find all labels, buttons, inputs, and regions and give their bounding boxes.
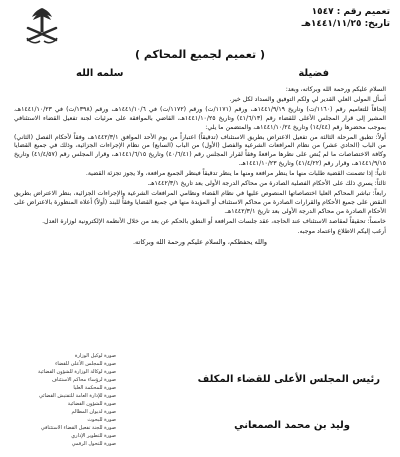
copy-recipient: صورة لديوان المظالم	[71, 409, 116, 415]
copy-recipient: صورة للتطوير الإداري	[71, 433, 116, 439]
letter-body	[14, 86, 386, 247]
circular-number: تعميم رقم : ١٥٤٧	[311, 7, 390, 17]
copy-recipient: صورة للإدارة العامة للتفتيش القضائي	[38, 393, 116, 399]
paragraph-third: ثالثاً: يسري ذلك على الأحكام الفصلية الصادرة من محاكم الدرجة الأولى بعد تاريخ ١٤٤٢/٣/١هـ.	[147, 180, 386, 188]
copy-recipient: صورة لرؤساء محاكم الاستئناف	[51, 377, 116, 383]
copy-recipient: صورة لوكيل الوزارة	[74, 353, 116, 359]
paragraph-second: ثانياً: إذا تضمنت القضية طلبات منها ما ينظر مرافعة ومنها ما ينظر تدقيقاً فينظر الجميع مرافعة، ولا يجوز تجزئة القضية.	[85, 170, 386, 178]
paragraph-greeting: السلام عليكم ورحمة الله وبركاته، وبعد:	[285, 86, 386, 93]
palm-swords-emblem-icon	[20, 4, 64, 48]
paragraph-reference: إلحاقاً للتعاميم رقم (١١٦٠/ت) وتاريخ ١٤٤١/٩/١٩هـ، ورقم (١١٧١/ت) ورقم (١١٧٢/ت) في ١٤٤١/١٠/٦هـ، ورقم (١٣٩٨/ت) في ١٤٤١/١٠/٢٣هـ، المشير إلى قرار المجلس الأعلى للقضاء رقم (٤١/٦/١٣) وتاريخ ١٤٤١/١٠/٢٥هـ، القاضي بالموافقة على مرئيات لجنة تفعيل القضاء الاستئنافي بموجب محضرها رقم (١٤/٤٤) وتاريخ ١٤٤١/١٠/٢٤هـ، والمتضمن ما يلي:	[14, 105, 387, 131]
salutation-line	[16, 68, 384, 82]
reference-block	[280, 6, 390, 30]
paragraph-first: أولاً: تطبق المرحلة الثالثة من تفعيل الاعتراض بطريق الاستئناف (تدقيقاً) اعتباراً من يوم الأحد الموافق ١٤٤٢/٣/١هـ، وفقاً لأحكام الفصل (الثاني) من الباب (الحادي عشر) من نظام المرافعات الشرعية والفصل (الأول) من الباب (السابع) من نظام الإجراءات الجزائية، وذلك في جميع القضايا وكافة الاختصاصات ما لم يُنص على نظرها مرافعةً وفقاً لقرار المجلس رقم (٤٠/٦/٤١) وتاريخ ١٤٤١/٦/١٥هـ، وقرار المجلس رقم (٤١/٤/٥٧) وتاريخ ١٤٤١/٩/١٥هـ، وقرار رقم (٤١/٤/٢٢) وتاريخ ١٤٤١/١٠/٢٣هـ.	[14, 133, 386, 168]
paragraph-request: أرغب إليكم الاطلاع واعتماد موجبه.	[297, 227, 386, 235]
copies-list	[8, 352, 116, 448]
paragraph-fourth: رابعاً: تباشر المحاكم العليا اختصاصاتها المنصوص عليها في نظام القضاء ونظامي المرافعات الشرعية والإجراءات الجزائية، بنظر الاعتراض بطريق النقض على جميع الأحكام والقرارات الصادرة من محاكم الاستئناف أو المؤيدة منها في جميع القضايا وفقاً للبند (أولاً) أعلاه المنظورة بالاعتراض على الأحكام الصادرة من محاكم الدرجة الأولى بعد تاريخ ١٤٤٢/٣/١هـ.	[14, 189, 386, 215]
copy-recipient: صورة للبحوث	[87, 417, 116, 423]
copy-recipient: صورة للشؤون القضائية	[67, 401, 116, 407]
circular-date: تاريخ: ١٤٤١/١١/٢٥هـ	[301, 19, 390, 29]
signatory-title: رئيس المجلس الأعلى للقضاء المكلف	[197, 374, 380, 385]
copy-recipient: صورة للتحول الرقمي	[71, 441, 116, 447]
copy-recipient: صورة للمحكمة العليا	[73, 385, 116, 391]
document-title: ( تعميم لجميع المحاكم )	[135, 48, 265, 61]
salutation-honorific: فضيلة	[298, 68, 329, 79]
closing-salutation: والله يحفظكم، والسلام عليكم ورحمة الله وبركاته.	[132, 237, 268, 246]
salutation-blessing: سلمه الله	[76, 68, 124, 79]
paragraph-fifth: خامساً: تحقيقاً لمقاصد الاستئناف عند الحاجة، عقد جلسات المرافعة أو النطق بالحكم عن بعد من خلال الأنظمة الإلكترونية لوزارة العدل.	[42, 217, 386, 225]
signatory-name: وليد بن محمد الصمعاني	[234, 420, 350, 431]
copy-recipient: صورة للجنة تفعيل القضاء الاستئنافي	[40, 425, 116, 431]
copy-recipient: صورة للمجلس الأعلى للقضاء	[55, 361, 116, 367]
paragraph-prayer: أسأل المولى العلي القدير لي ولكم التوفيق والسداد لكل خير.	[229, 95, 386, 103]
copy-recipient: صورة لوكالة الوزارة للشؤون القضائية	[38, 369, 116, 375]
